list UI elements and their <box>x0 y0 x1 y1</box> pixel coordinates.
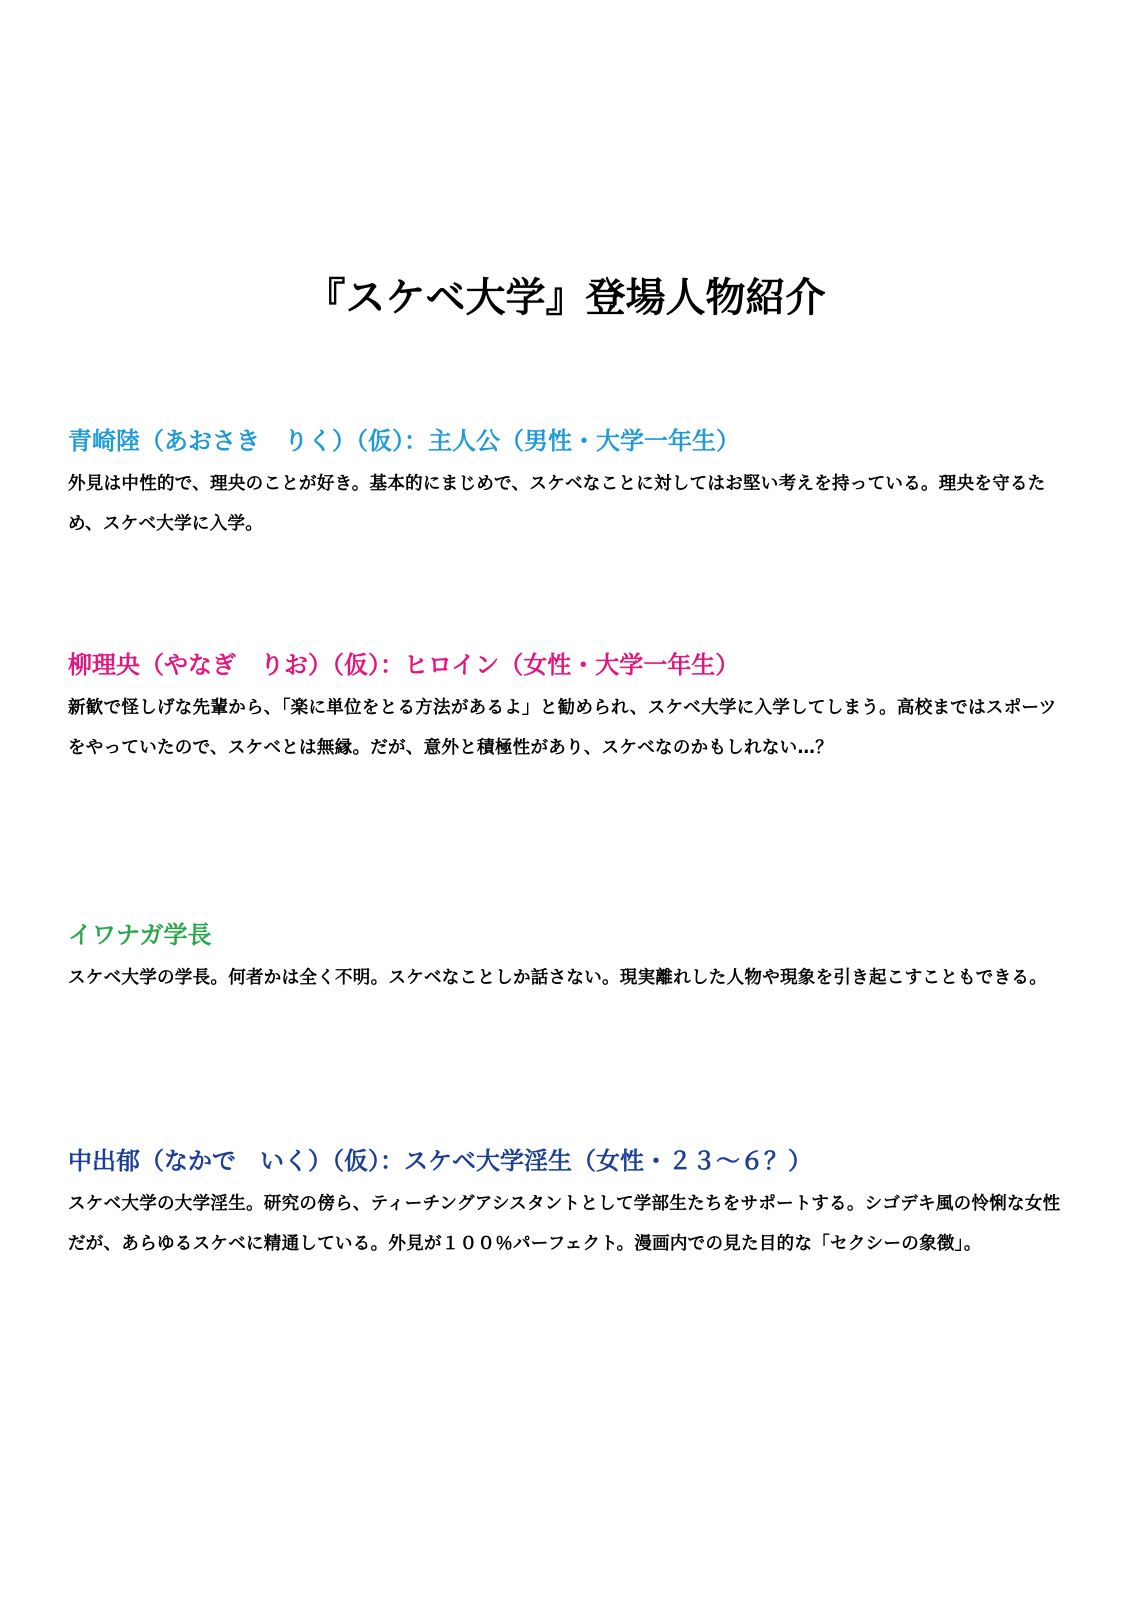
character-heading: 柳理央（やなぎ りお）（仮）：ヒロイン（女性・大学一年生） <box>68 651 740 679</box>
character-heading: 中出郁（なかで いく）（仮）：スケベ大学淫生（女性・２３〜６？） <box>68 1147 812 1175</box>
character-entry-nakade <box>68 1144 1068 1264</box>
character-entry-iwanaga <box>68 918 1068 998</box>
character-heading: イワナガ学長 <box>68 921 212 949</box>
character-entry-aosaki <box>68 424 1068 544</box>
character-description: 新歓で怪しげな先輩から、「楽に単位をとる方法があるよ」と勧められ、スケベ大学に入学してしまう。高校まではスポーツをやっていたので、スケベとは無縁。だが、意外と積極性があり、スケベなのかもしれない…？ <box>68 698 1057 758</box>
character-entry-yanagi <box>68 648 1068 768</box>
character-description: スケベ大学の大学淫生。研究の傍ら、ティーチングアシスタントとして学部生たちをサポートする。シゴデキ風の怜悧な女性だが、あらゆるスケベに精通している。外見が１００％パーフェクト。漫画内での見た目的な「セクシーの象徴」。 <box>68 1194 1061 1254</box>
character-description: スケベ大学の学長。何者かは全く不明。スケベなことしか話さない。現実離れした人物や現象を引き起こすこともできる。 <box>68 968 1047 988</box>
character-description: 外見は中性的で、理央のことが好き。基本的にまじめで、スケベなことに対してはお堅い考えを持っている。理央を守るため、スケベ大学に入学。 <box>68 474 1046 534</box>
page-title: 『スケベ大学』登場人物紹介 <box>305 275 826 321</box>
character-heading: 青崎陸（あおさき りく）（仮）：主人公（男性・大学一年生） <box>68 427 740 455</box>
